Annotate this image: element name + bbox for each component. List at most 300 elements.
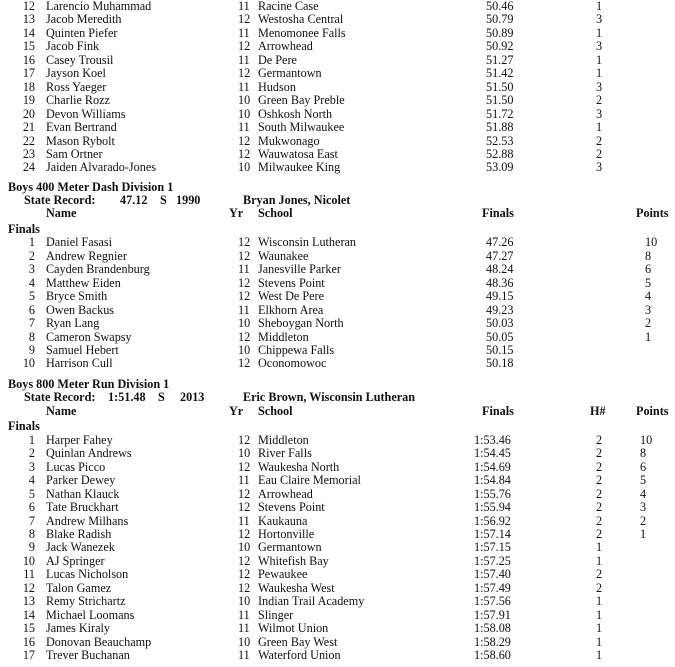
school: Janesville Parker [258,262,341,277]
athlete-name: AJ Springer [46,553,105,568]
section-label [0,223,675,236]
final-time: 50.03 [486,316,514,331]
place: 11 [23,567,35,582]
column-header [0,207,675,220]
final-time: 50.79 [486,12,514,27]
school: Slinger [258,607,294,622]
school: Pewaukee [258,567,308,582]
heat: 2 [596,432,603,447]
athlete-name: Remy Strichartz [46,594,126,609]
athlete-name: Talon Gamez [46,580,112,595]
final-time: 51.50 [486,93,514,108]
place: 5 [28,289,35,304]
result-row [0,94,675,107]
points: 6 [640,459,647,474]
final-time: 1:55.94 [474,500,511,515]
school: Wilmot Union [258,621,329,636]
record-holder: Bryan Jones, Nicolet [243,192,351,207]
record-holder: Eric Brown, Wisconsin Lutheran [243,390,416,405]
heat: 2 [596,146,603,161]
place: 7 [28,316,35,331]
heat: 2 [596,527,603,541]
final-time: 48.36 [486,275,514,290]
place: 22 [22,133,35,148]
athlete-name: Quinten Piefer [46,25,118,40]
heat: 2 [596,486,603,501]
year: 11 [238,120,250,135]
points: 5 [640,473,647,488]
points: 3 [645,302,652,317]
year: 12 [238,356,251,371]
final-time: 50.05 [486,329,514,344]
heat: 1 [596,540,603,555]
final-time: 47.27 [486,248,514,263]
year: 10 [238,594,251,609]
final-time: 1:58.60 [474,648,511,663]
year: 12 [238,12,251,27]
record-year: 2013 [180,390,205,405]
result-row [0,344,675,357]
school: Waterford Union [258,648,341,663]
athlete-name: Bryce Smith [46,289,108,304]
athlete-name: Michael Loomans [46,607,135,622]
year: 12 [238,133,251,148]
place: 4 [28,275,35,290]
school: West De Pere [258,289,325,304]
final-time: 51.88 [486,120,514,135]
school: Racine Case [258,0,319,13]
record-label: State Record: [24,390,96,405]
result-row [0,40,675,53]
result-row [0,528,675,541]
school: Oconomowoc [258,356,327,371]
final-time: 1:56.92 [474,513,511,528]
result-row [0,263,675,276]
heat: 2 [596,500,603,515]
athlete-name: Charlie Rozz [46,93,110,108]
school: South Milwaukee [258,120,345,135]
athlete-name: Parker Dewey [46,473,116,488]
place: 23 [22,146,35,161]
result-row [0,541,675,554]
final-time: 50.92 [486,39,514,54]
heat: 1 [596,607,603,622]
year: 11 [238,79,250,94]
school: Hudson [258,79,296,94]
year: 12 [238,459,251,474]
record-time: 47.12 [120,192,148,207]
points: 3 [640,500,647,515]
year: 10 [238,316,251,331]
final-time: 1:58.29 [474,634,511,649]
athlete-name: James Kiraly [46,621,110,636]
final-time: 52.88 [486,146,514,161]
place: 9 [28,342,35,357]
final-time: 1:53.46 [474,432,511,447]
athlete-name: Jack Wanezek [46,540,115,555]
final-time: 51.50 [486,79,514,94]
year: 12 [238,486,251,501]
heat: 1 [596,553,603,568]
final-time: 1:57.15 [474,540,511,555]
year: 12 [238,567,251,582]
result-row [0,13,675,26]
record-time: 1:51.48 [108,390,146,405]
final-time: 52.53 [486,133,514,148]
result-row [0,148,675,161]
final-time: 1:57.56 [474,594,511,609]
school: Menomonee Falls [258,25,346,40]
final-time: 1:54.84 [474,473,511,488]
final-time: 1:57.91 [474,607,511,622]
heat: 3 [596,79,603,94]
place: 20 [22,106,35,121]
result-row [0,488,675,501]
heat: 1 [596,66,603,81]
school: Milwaukee King [258,160,341,175]
result-row [0,357,675,370]
result-row [0,0,675,13]
heat: 2 [596,513,603,528]
year: 12 [238,580,251,595]
year: 12 [238,329,251,344]
school: Westosha Central [258,12,344,27]
heat: 3 [596,39,603,54]
school: Chippewa Falls [258,342,335,357]
place: 14 [22,607,35,622]
place: 8 [28,527,35,541]
result-row [0,636,675,649]
record-s: S [158,390,165,405]
result-row [0,609,675,622]
place: 21 [22,120,35,135]
place: 6 [28,302,35,317]
year: 11 [238,262,250,277]
col-points: Points [636,403,669,418]
year: 12 [238,66,251,81]
athlete-name: Tate Bruckhart [46,500,119,515]
place: 17 [22,66,35,81]
state-record [0,391,675,404]
year: 10 [238,106,251,121]
final-time: 49.23 [486,302,514,317]
points: 1 [640,527,647,541]
col-name: Name [46,403,77,418]
year: 11 [238,648,250,663]
final-time: 1:57.25 [474,553,511,568]
result-row [0,474,675,487]
result-row [0,434,675,447]
athlete-name: Lucas Nicholson [46,567,129,582]
finals-section: Finals [8,419,40,434]
result-row [0,290,675,303]
heat: 1 [596,594,603,609]
event-title-text: Boys 400 Meter Dash Division 1 [8,179,174,194]
athlete-name: Donovan Beauchamp [46,634,152,649]
athlete-name: Devon Williams [46,106,126,121]
school: Waukesha North [258,459,340,474]
school: Elkhorn Area [258,302,324,317]
final-time: 1:57.40 [474,567,511,582]
final-time: 53.09 [486,160,514,175]
col-name: Name [46,206,77,221]
points: 10 [640,432,653,447]
place: 7 [28,513,35,528]
place: 24 [22,160,35,175]
final-time: 51.27 [486,52,514,67]
heat: 2 [596,446,603,461]
place: 18 [22,79,35,94]
athlete-name: Cameron Swapsy [46,329,132,344]
result-row [0,317,675,330]
school: Indian Trail Academy [258,594,365,609]
heat: 2 [596,567,603,582]
place: 16 [22,634,35,649]
points: 8 [645,248,652,263]
final-time: 47.26 [486,235,514,250]
athlete-name: Cayden Brandenburg [46,262,150,277]
heat: 2 [596,580,603,595]
school: Germantown [258,66,322,81]
points: 2 [640,513,647,528]
heat: 3 [596,12,603,27]
athlete-name: Harper Fahey [46,432,113,447]
result-row [0,649,675,662]
points: 8 [640,446,647,461]
heat: 2 [596,473,603,488]
place: 10 [22,356,35,371]
final-time: 51.42 [486,66,514,81]
year: 11 [238,25,250,40]
result-row [0,555,675,568]
school: Arrowhead [258,486,313,501]
points: 5 [645,275,652,290]
result-row [0,81,675,94]
heat: 1 [596,621,603,636]
school: Mukwonago [258,133,320,148]
col-school: School [258,206,293,221]
place: 1 [28,235,35,250]
school: Whitefish Bay [258,553,329,568]
year: 10 [238,540,251,555]
final-time: 1:58.08 [474,621,511,636]
athlete-name: Casey Trousil [46,52,114,67]
year: 12 [238,432,251,447]
year: 10 [238,93,251,108]
final-time: 1:57.49 [474,580,511,595]
school: Hortonville [258,527,315,541]
year: 10 [238,634,251,649]
athlete-name: Sam Ortner [46,146,103,161]
points: 1 [645,329,652,344]
event-title-text: Boys 800 Meter Run Division 1 [8,377,170,391]
heat: 1 [596,120,603,135]
final-time: 49.15 [486,289,514,304]
athlete-name: Larencio Muhammad [46,0,152,13]
school: Oshkosh North [258,106,333,121]
year: 11 [238,513,250,528]
school: Middleton [258,432,309,447]
place: 3 [28,459,35,474]
final-time: 1:54.69 [474,459,511,474]
school: Wisconsin Lutheran [258,235,356,250]
result-row [0,582,675,595]
event-title [0,378,675,391]
place: 3 [28,262,35,277]
year: 12 [238,235,251,250]
col-school: School [258,403,293,418]
heat: 1 [596,648,603,663]
col-yr: Yr [229,206,244,221]
result-row [0,461,675,474]
athlete-name: Jayson Koel [46,66,106,81]
athlete-name: Blake Radish [46,527,112,541]
year: 11 [238,0,250,13]
school: Middleton [258,329,309,344]
athlete-name: Harrison Cull [46,356,113,371]
school: Stevens Point [258,275,325,290]
col-heat: H# [590,403,606,418]
col-finals: Finals [482,206,514,221]
school: River Falls [258,446,312,461]
record-s: S [160,192,167,207]
school: Kaukauna [258,513,308,528]
col-finals: Finals [482,403,514,418]
athlete-name: Matthew Eiden [46,275,121,290]
place: 4 [28,473,35,488]
place: 17 [22,648,35,663]
result-row [0,135,675,148]
year: 10 [238,160,251,175]
athlete-name: Ross Yaeger [46,79,107,94]
place: 12 [22,0,35,13]
result-row [0,595,675,608]
year: 11 [238,607,250,622]
school: Green Bay West [258,634,338,649]
final-time: 1:57.14 [474,527,511,541]
place: 9 [28,540,35,555]
year: 11 [238,473,250,488]
points: 4 [640,486,647,501]
school: Wauwatosa East [258,146,338,161]
athlete-name: Nathan Klauck [46,486,120,501]
place: 14 [22,25,35,40]
athlete-name: Owen Backus [46,302,115,317]
final-time: 1:55.76 [474,486,511,501]
athlete-name: Evan Bertrand [46,120,117,135]
result-row [0,108,675,121]
finals-section: Finals [8,221,40,236]
section-label [0,420,675,433]
place: 8 [28,329,35,344]
heat: 1 [596,25,603,40]
result-row [0,27,675,40]
athlete-name: Trever Buchanan [46,648,130,663]
heat: 3 [596,106,603,121]
result-row [0,331,675,344]
result-row [0,121,675,134]
year: 12 [238,289,251,304]
record-label: State Record: [24,192,96,207]
heat: 3 [596,160,603,175]
final-time: 1:54.45 [474,446,511,461]
athlete-name: Daniel Fasasi [46,235,113,250]
final-time: 48.24 [486,262,514,277]
place: 2 [28,248,35,263]
athlete-name: Quinlan Andrews [46,446,132,461]
result-row [0,501,675,514]
year: 10 [238,446,251,461]
athlete-name: Andrew Regnier [46,248,127,263]
year: 11 [238,621,250,636]
result-row [0,67,675,80]
place: 19 [22,93,35,108]
points: 10 [645,235,658,250]
heat: 2 [596,133,603,148]
year: 12 [238,527,251,541]
school: Green Bay Preble [258,93,345,108]
result-row [0,622,675,635]
place: 13 [22,12,35,27]
heat: 1 [596,52,603,67]
heat: 2 [596,459,603,474]
school: Germantown [258,540,322,555]
final-time: 51.72 [486,106,514,121]
school: Stevens Point [258,500,325,515]
final-time: 50.15 [486,342,514,357]
record-year: 1990 [176,192,201,207]
state-record [0,194,675,207]
school: Waunakee [258,248,309,263]
year: 12 [238,553,251,568]
school: Waukesha West [258,580,335,595]
event-title [0,181,675,194]
athlete-name: Jacob Meredith [46,12,122,27]
year: 12 [238,275,251,290]
heat: 1 [596,634,603,649]
result-row [0,447,675,460]
result-row [0,515,675,528]
year: 12 [238,39,251,54]
school: Arrowhead [258,39,313,54]
school: Sheboygan North [258,316,344,331]
result-row [0,568,675,581]
athlete-name: Ryan Lang [46,316,100,331]
school: Eau Claire Memorial [258,473,361,488]
points: 2 [645,316,652,331]
points: 6 [645,262,652,277]
place: 6 [28,500,35,515]
place: 12 [22,580,35,595]
athlete-name: Samuel Hebert [46,342,119,357]
col-yr: Yr [229,403,244,418]
athlete-name: Jacob Fink [46,39,100,54]
final-time: 50.46 [486,0,514,13]
athlete-name: Lucas Picco [46,459,106,474]
result-row [0,54,675,67]
result-row [0,277,675,290]
heat: 1 [596,0,603,13]
year: 10 [238,342,251,357]
place: 16 [22,52,35,67]
place: 2 [28,446,35,461]
column-header [0,405,675,418]
result-row [0,304,675,317]
result-row [0,161,675,174]
school: De Pere [258,52,297,67]
place: 15 [22,621,35,636]
year: 12 [238,248,251,263]
